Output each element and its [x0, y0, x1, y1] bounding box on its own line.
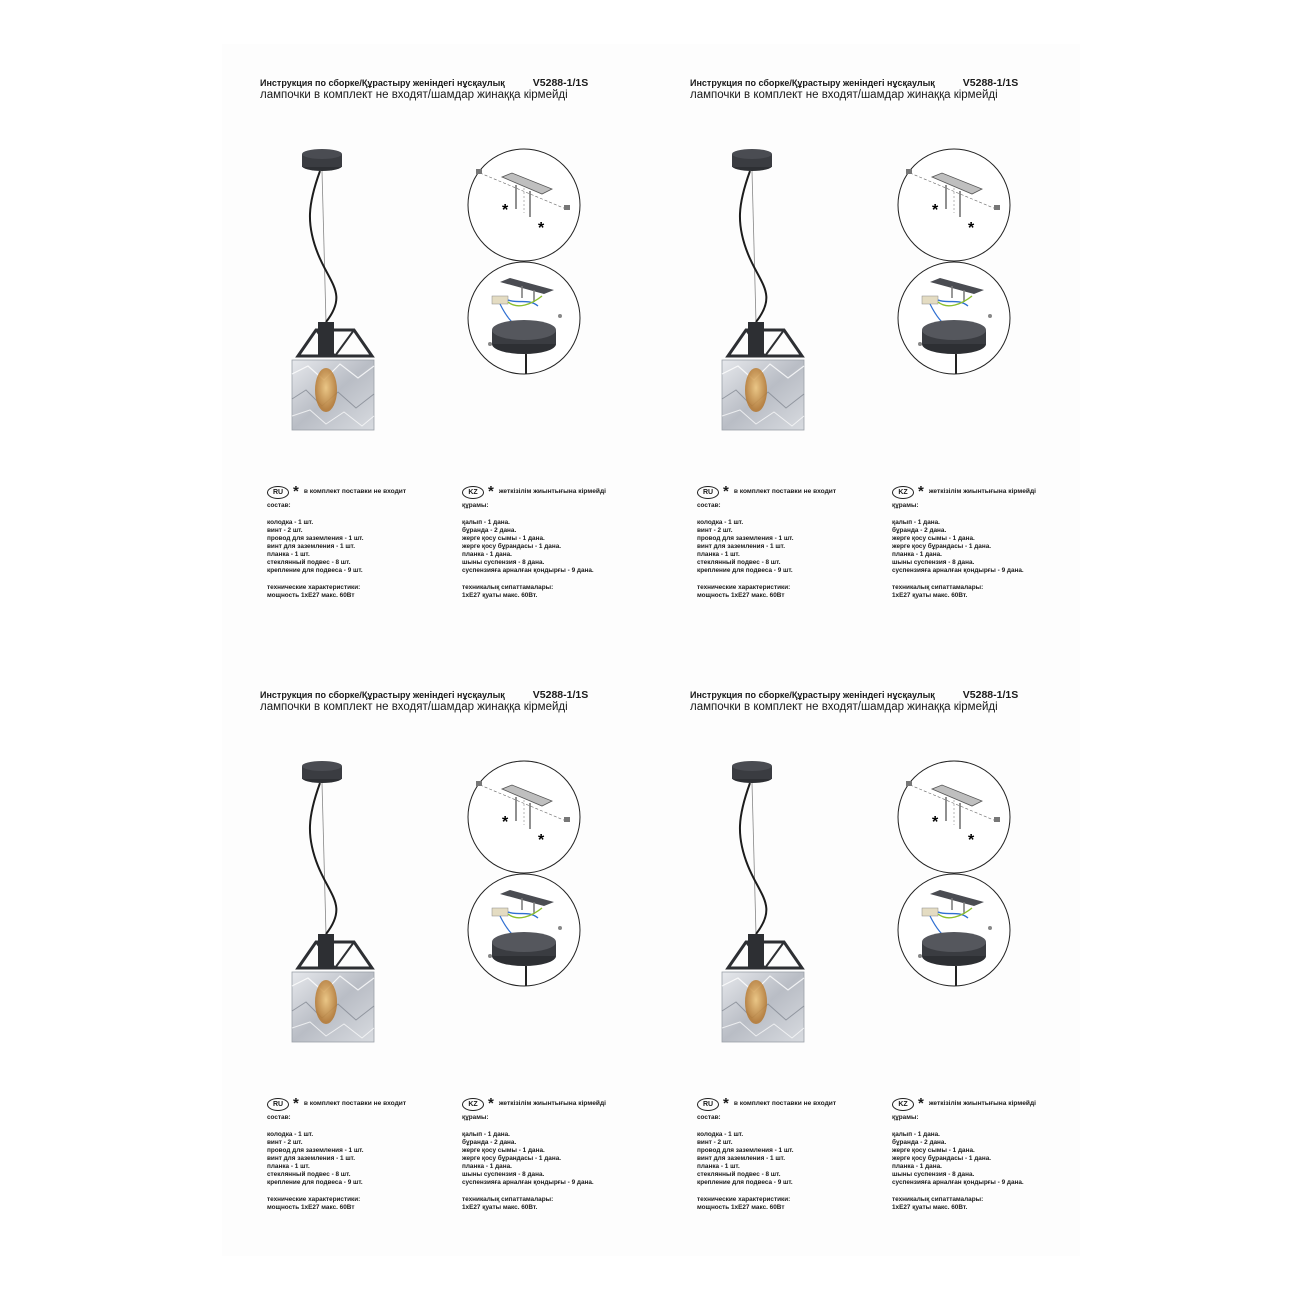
ru-item-3: провод для заземления - 1 шт. — [267, 1147, 364, 1154]
kz-item-7: суспензияға арналған қондырғы - 9 дана. — [892, 1179, 1024, 1186]
ru-not-included-note: в комплект поставки не входит — [733, 488, 837, 495]
instruction-quadrant-bottom-left — [222, 656, 652, 1266]
ru-item-5: планка - 1 шт. — [267, 551, 310, 558]
svg-text:*: * — [538, 832, 545, 849]
mounting-bracket-diagram — [466, 147, 582, 263]
kz-item-2: бұранда - 2 дана. — [892, 527, 947, 534]
ru-item-1: колодка - 1 шт. — [697, 1131, 744, 1138]
kz-tech-value: 1xE27 қуаты макс. 60Вт. — [892, 592, 968, 599]
canopy-base — [922, 320, 986, 340]
ru-tech-value: мощность 1xE27 макс. 60Вт — [697, 592, 785, 599]
instruction-sheet — [222, 44, 1080, 1256]
ru-not-included-note: в комплект поставки не входит — [733, 1100, 837, 1107]
ru-item-7: крепление для подвеса - 9 шт. — [697, 567, 793, 574]
ru-badge: RU — [267, 486, 289, 499]
ru-item-2: винт - 2 шт. — [697, 1139, 733, 1146]
ru-item-5: планка - 1 шт. — [697, 1163, 740, 1170]
bulb — [745, 368, 767, 412]
model-number: V5288-1/1S — [962, 689, 1019, 701]
kz-not-included-note: жеткізілім жиынтығына кірмейді — [928, 488, 1036, 495]
asterisk-icon: * — [488, 483, 494, 500]
ru-item-6: стеклянный подвес - 8 шт. — [697, 559, 781, 566]
ru-composition-title: состав: — [697, 502, 721, 509]
asterisk-icon: * — [918, 1095, 924, 1112]
kz-tech-title: техникалық сипаттамалары: — [462, 584, 554, 591]
kz-badge: KZ — [462, 1098, 484, 1111]
kz-item-7: суспензияға арналған қондырғы - 9 дана. — [892, 567, 1024, 574]
kz-tech-title: техникалық сипаттамалары: — [892, 584, 984, 591]
asterisk-icon: * — [723, 483, 729, 500]
ru-tech-title: технические характеристики: — [267, 584, 361, 591]
kz-composition-title: құрамы: — [462, 1114, 489, 1121]
wiring-assembly-diagram — [896, 260, 1012, 376]
ru-item-2: винт - 2 шт. — [267, 527, 303, 534]
kz-composition-title: құрамы: — [892, 1114, 919, 1121]
ru-item-6: стеклянный подвес - 8 шт. — [267, 1171, 351, 1178]
ru-item-1: колодка - 1 шт. — [267, 519, 314, 526]
kz-tech-title: техникалық сипаттамалары: — [462, 1196, 554, 1203]
svg-text:*: * — [932, 202, 939, 219]
metal-frame — [298, 942, 372, 968]
kz-tech-title: техникалық сипаттамалары: — [892, 1196, 984, 1203]
ru-composition-list — [267, 1131, 467, 1187]
mounting-bracket-diagram — [896, 759, 1012, 875]
kz-item-1: қалып - 1 дана. — [892, 519, 940, 526]
ru-item-4: винт для заземления - 1 шт. — [697, 543, 785, 550]
wiring-assembly-diagram — [896, 872, 1012, 988]
bulbs-not-included-note: лампочки в комплект не входят/шамдар жинаққа кірмейді — [690, 89, 998, 101]
kz-tech-value: 1xE27 қуаты макс. 60Вт. — [462, 1204, 538, 1211]
svg-text:*: * — [968, 832, 975, 849]
ru-section — [697, 1097, 897, 1212]
ru-composition-title: состав: — [697, 1114, 721, 1121]
ru-composition-title: состав: — [267, 502, 291, 509]
asterisk-icon: * — [293, 1095, 299, 1112]
ru-tech-title: технические характеристики: — [697, 584, 791, 591]
kz-item-2: бұранда - 2 дана. — [892, 1139, 947, 1146]
ru-item-5: планка - 1 шт. — [267, 1163, 310, 1170]
bulb — [315, 368, 337, 412]
kz-item-5: планка - 1 дана. — [462, 551, 512, 558]
canopy-base — [492, 320, 556, 340]
metal-frame — [728, 942, 802, 968]
kz-item-4: жерге қосу бұрандасы - 1 дана. — [462, 1155, 562, 1162]
ru-tech-title: технические характеристики: — [697, 1196, 791, 1203]
kz-item-4: жерге қосу бұрандасы - 1 дана. — [462, 543, 562, 550]
ru-item-7: крепление для подвеса - 9 шт. — [267, 567, 363, 574]
kz-section — [892, 485, 1092, 600]
svg-text:*: * — [502, 814, 509, 831]
kz-section — [892, 1097, 1092, 1212]
ru-composition-list — [697, 519, 897, 575]
kz-tech-value: 1xE27 қуаты макс. 60Вт. — [892, 1204, 968, 1211]
kz-item-2: бұранда - 2 дана. — [462, 527, 517, 534]
kz-item-6: шыны суспензия - 8 дана. — [892, 1171, 975, 1178]
kz-tech-value: 1xE27 қуаты макс. 60Вт. — [462, 592, 538, 599]
instruction-title: Инструкция по сборке/Құрастыру женіндегі нұсқаулық V5288-1/1S — [690, 689, 1019, 701]
metal-frame — [728, 330, 802, 356]
kz-item-7: суспензияға арналған қондырғы - 9 дана. — [462, 1179, 594, 1186]
asterisk-icon: * — [293, 483, 299, 500]
wiring-assembly-diagram — [466, 872, 582, 988]
ru-badge: RU — [697, 486, 719, 499]
svg-text:*: * — [538, 220, 545, 237]
kz-not-included-note: жеткізілім жиынтығына кірмейді — [498, 488, 606, 495]
ru-tech-value: мощность 1xE27 макс. 60Вт — [267, 592, 355, 599]
instruction-title: Инструкция по сборке/Құрастыру женіндегі нұсқаулық V5288-1/1S — [690, 77, 1019, 89]
pendant-lamp-illustration — [708, 756, 848, 1056]
ru-item-3: провод для заземления - 1 шт. — [697, 535, 794, 542]
instruction-title: Инструкция по сборке/Құрастыру женіндегі нұсқаулық V5288-1/1S — [260, 689, 589, 701]
instruction-quadrant-top-left — [222, 44, 652, 654]
ru-section — [267, 485, 467, 600]
power-cable — [740, 783, 766, 934]
power-cable — [740, 171, 766, 322]
kz-not-included-note: жеткізілім жиынтығына кірмейді — [928, 1100, 1036, 1107]
mounting-bracket-diagram — [466, 759, 582, 875]
metal-frame — [298, 330, 372, 356]
ru-not-included-note: в комплект поставки не входит — [303, 488, 407, 495]
kz-composition-title: құрамы: — [892, 502, 919, 509]
kz-item-3: жерге қосу сымы - 1 дана. — [892, 535, 975, 542]
kz-item-6: шыны суспензия - 8 дана. — [462, 1171, 545, 1178]
kz-item-1: қалып - 1 дана. — [892, 1131, 940, 1138]
kz-composition-list — [462, 1131, 662, 1187]
kz-not-included-note: жеткізілім жиынтығына кірмейді — [498, 1100, 606, 1107]
model-number: V5288-1/1S — [532, 77, 589, 89]
kz-section — [462, 1097, 662, 1212]
ru-item-3: провод для заземления - 1 шт. — [697, 1147, 794, 1154]
kz-section — [462, 485, 662, 600]
canopy-base — [492, 932, 556, 952]
instruction-title: Инструкция по сборке/Құрастыру женіндегі нұсқаулық V5288-1/1S — [260, 77, 589, 89]
ru-composition-title: состав: — [267, 1114, 291, 1121]
ru-item-1: колодка - 1 шт. — [697, 519, 744, 526]
ru-item-1: колодка - 1 шт. — [267, 1131, 314, 1138]
power-cable — [310, 171, 336, 322]
ru-item-3: провод для заземления - 1 шт. — [267, 535, 364, 542]
ru-section — [267, 1097, 467, 1212]
bulb — [745, 980, 767, 1024]
kz-item-5: планка - 1 дана. — [462, 1163, 512, 1170]
ru-tech-value: мощность 1xE27 макс. 60Вт — [697, 1204, 785, 1211]
kz-item-6: шыны суспензия - 8 дана. — [462, 559, 545, 566]
kz-item-1: қалып - 1 дана. — [462, 519, 510, 526]
ru-not-included-note: в комплект поставки не входит — [303, 1100, 407, 1107]
pendant-lamp-illustration — [278, 144, 418, 444]
kz-item-3: жерге қосу сымы - 1 дана. — [462, 535, 545, 542]
kz-item-7: суспензияға арналған қондырғы - 9 дана. — [462, 567, 594, 574]
bulbs-not-included-note: лампочки в комплект не входят/шамдар жинаққа кірмейді — [690, 701, 998, 713]
kz-composition-list — [892, 519, 1092, 575]
ru-item-6: стеклянный подвес - 8 шт. — [697, 1171, 781, 1178]
mounting-bracket-diagram — [896, 147, 1012, 263]
ru-badge: RU — [267, 1098, 289, 1111]
instruction-quadrant-top-right — [652, 44, 1082, 654]
wiring-assembly-diagram — [466, 260, 582, 376]
kz-item-4: жерге қосу бұрандасы - 1 дана. — [892, 1155, 992, 1162]
ru-tech-title: технические характеристики: — [267, 1196, 361, 1203]
svg-text:*: * — [502, 202, 509, 219]
bulbs-not-included-note: лампочки в комплект не входят/шамдар жинаққа кірмейді — [260, 89, 568, 101]
kz-item-6: шыны суспензия - 8 дана. — [892, 559, 975, 566]
kz-item-3: жерге қосу сымы - 1 дана. — [892, 1147, 975, 1154]
kz-composition-title: құрамы: — [462, 502, 489, 509]
kz-item-5: планка - 1 дана. — [892, 551, 942, 558]
asterisk-icon: * — [918, 483, 924, 500]
kz-item-4: жерге қосу бұрандасы - 1 дана. — [892, 543, 992, 550]
kz-composition-list — [892, 1131, 1092, 1187]
ru-item-2: винт - 2 шт. — [697, 527, 733, 534]
ru-item-5: планка - 1 шт. — [697, 551, 740, 558]
canopy-base — [922, 932, 986, 952]
ru-item-6: стеклянный подвес - 8 шт. — [267, 559, 351, 566]
kz-badge: KZ — [462, 486, 484, 499]
kz-item-1: қалып - 1 дана. — [462, 1131, 510, 1138]
ru-item-4: винт для заземления - 1 шт. — [697, 1155, 785, 1162]
kz-item-3: жерге қосу сымы - 1 дана. — [462, 1147, 545, 1154]
ru-item-7: крепление для подвеса - 9 шт. — [697, 1179, 793, 1186]
svg-text:*: * — [932, 814, 939, 831]
svg-text:*: * — [968, 220, 975, 237]
power-cable — [310, 783, 336, 934]
ru-tech-value: мощность 1xE27 макс. 60Вт — [267, 1204, 355, 1211]
bulbs-not-included-note: лампочки в комплект не входят/шамдар жинаққа кірмейді — [260, 701, 568, 713]
kz-composition-list — [462, 519, 662, 575]
ru-item-4: винт для заземления - 1 шт. — [267, 1155, 355, 1162]
instruction-quadrant-bottom-right — [652, 656, 1082, 1266]
ru-composition-list — [267, 519, 467, 575]
ru-badge: RU — [697, 1098, 719, 1111]
pendant-lamp-illustration — [278, 756, 418, 1056]
ru-section — [697, 485, 897, 600]
asterisk-icon: * — [723, 1095, 729, 1112]
bulb — [315, 980, 337, 1024]
ru-item-2: винт - 2 шт. — [267, 1139, 303, 1146]
kz-badge: KZ — [892, 1098, 914, 1111]
model-number: V5288-1/1S — [532, 689, 589, 701]
kz-badge: KZ — [892, 486, 914, 499]
pendant-lamp-illustration — [708, 144, 848, 444]
kz-item-5: планка - 1 дана. — [892, 1163, 942, 1170]
kz-item-2: бұранда - 2 дана. — [462, 1139, 517, 1146]
ru-composition-list — [697, 1131, 897, 1187]
ru-item-7: крепление для подвеса - 9 шт. — [267, 1179, 363, 1186]
ru-item-4: винт для заземления - 1 шт. — [267, 543, 355, 550]
model-number: V5288-1/1S — [962, 77, 1019, 89]
asterisk-icon: * — [488, 1095, 494, 1112]
